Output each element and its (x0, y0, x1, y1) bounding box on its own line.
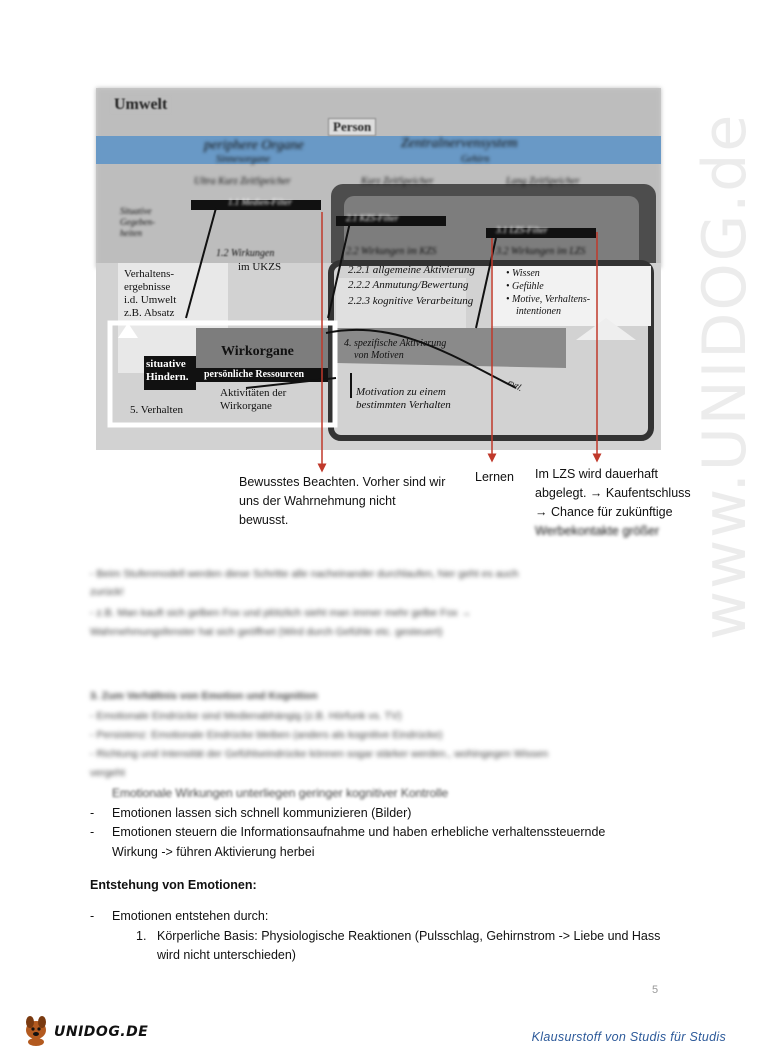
footer-tagline: Klausurstoff von Studis für Studis (531, 1030, 726, 1044)
logo-text: UNIDOG.DE (54, 1024, 149, 1040)
sinnesorgane-label: Sinnesorgane (216, 154, 271, 165)
list-number-1: 1. (136, 929, 147, 943)
situative-hindern-line-1: situative (146, 358, 186, 370)
wirkorgane-label: Wirkorgane (221, 344, 294, 359)
situative-hindern-line-2: Hindern. (146, 371, 189, 383)
blurred-item-4: Emotionale Wirkungen unterliegen geringer kognitiver Kontrolle (112, 786, 449, 800)
section-heading: Entstehung von Emotionen: (90, 878, 257, 892)
annotation-arrows (0, 0, 750, 480)
spezifische-2: von Motiven (354, 350, 404, 361)
wirkungen-ukzs-2: im UKZS (238, 261, 282, 273)
blurred-item-2: - Persistenz: Emotionale Eindrücke bleiben (anders als kognitive Eindrücke) (90, 729, 443, 741)
wirkungen-lzs: 3.2 Wirkungen im LZS (496, 246, 586, 257)
annotation-beachten-line-2: uns der Wahrnehmung nicht (239, 494, 396, 508)
wissen-4: intentionen (516, 306, 561, 317)
zentral-label: Zentralnervensystem (401, 136, 518, 151)
motivation-2: bestimmten Verhalten (356, 399, 451, 411)
filter2-label: 2.1 KZS-Filter (346, 213, 399, 223)
aktivitaeten-2: Wirkorgane (220, 400, 272, 412)
body-item-4b: wird nicht unterschieden) (157, 948, 296, 962)
annotation-lzs-line-2: abgelegt. → Kaufentschluss (535, 486, 691, 500)
blurred-heading: 3. Zum Verhältnis von Emotion und Kognition (90, 690, 318, 702)
situative-label: Situative Gegeben-heiten (120, 206, 155, 238)
evtl-label: evtl. (506, 376, 525, 394)
verhaltens-line-4: z.B. Absatz (124, 307, 175, 319)
aktivitaeten-1: Aktivitäten der (220, 387, 287, 399)
aktivierung-1: 2.2.1 allgemeine Aktivierung (348, 264, 475, 276)
uks-label: Ultra Kurz ZeitSpeicher (194, 176, 291, 187)
motivation-1: Motivation zu einem (356, 386, 446, 398)
wissen-1: • Wissen (506, 268, 540, 279)
spezifische-1: 4. spezifische Aktivierung (344, 338, 447, 349)
bullet-dash-2: - (90, 825, 95, 839)
blurred-item-3: - Richtung und Intensität der Gefühlseindrücke können sogar stärker werden., wohingegen Wissen (90, 748, 549, 760)
gehirn-label: Gehirn (461, 154, 490, 165)
ressourcen-label: persönliche Ressourcen (204, 369, 305, 380)
person-label: Person (328, 118, 376, 136)
body-item-1: Emotionen lassen sich schnell kommunizieren (Bilder) (112, 806, 412, 820)
aktivierung-2: 2.2.2 Anmutung/Bewertung (348, 279, 469, 291)
umwelt-label: Umwelt (110, 96, 171, 114)
verhaltens-line-3: i.d. Umwelt (124, 294, 177, 306)
verhalten-label: 5. Verhalten (130, 404, 183, 416)
bullet-dash-1: - (90, 806, 95, 820)
body-item-2b: Wirkung -> führen Aktivierung herbei (112, 845, 315, 859)
body-item-2a: Emotionen steuern die Informationsaufnahme und haben erhebliche verhaltenssteuernde (112, 825, 606, 839)
blurred-item-1: - Emotionale Eindrücke sind Medienabhängig (z.B. Hörfunk vs. TV) (90, 710, 402, 722)
wissen-3: • Motive, Verhaltens- (506, 294, 591, 305)
verhaltens-line-2: ergebnisse (124, 281, 171, 293)
verhaltens-line-1: Verhaltens- (124, 268, 175, 280)
aktivierung-3: 2.2.3 kognitive Verarbeitung (348, 295, 474, 307)
kzs-label: Kurz ZeitSpeicher (361, 176, 434, 187)
lzs-label: Lang ZeitSpeicher (506, 176, 580, 187)
wirkungen-ukzs-1: 1.2 Wirkungen (216, 248, 275, 259)
page-number: 5 (652, 984, 659, 996)
blurred-line-2b: Wahrnehmungsfenster hat sich geöffnet (Wird durch Gefühle etc. gesteuert) (90, 626, 443, 638)
blurred-line-2: - z.B. Man kauft sich gelben Fox und plötzlich sieht man immer mehr gelbe Fox → (90, 607, 472, 619)
annotation-lzs (535, 465, 691, 541)
blurred-line-1b: zurück! (90, 586, 124, 598)
annotation-lzs-line-3: → Chance für zukünftige (535, 505, 673, 519)
body-item-4a: Körperliche Basis: Physiologische Reaktionen (Pulsschlag, Gehirnstrom -> Liebe und Hass (157, 929, 661, 943)
annotation-lernen: Lernen (475, 470, 514, 484)
periphere-label: periphere Organe (204, 138, 304, 153)
body-item-3: Emotionen entstehen durch: (112, 909, 269, 923)
filter1-label: 1.1 Medien-Filter (228, 197, 292, 207)
annotation-lzs-line-1: Im LZS wird dauerhaft (535, 467, 658, 481)
blurred-line-1: - Beim Stufenmodell werden diese Schritte alle nacheinander durchlaufen, hier geht es auch (90, 568, 519, 580)
filter3-label: 3.1 LZS-Filter (496, 225, 548, 235)
annotation-beachten-line-1: Bewusstes Beachten. Vorher sind wir (239, 475, 446, 489)
bullet-dash-3: - (90, 909, 95, 923)
watermark: www.UNIDOG.de (690, 112, 760, 640)
unidog-logo (22, 1012, 152, 1048)
annotation-beachten-line-3: bewusst. (239, 513, 289, 527)
wissen-2: • Gefühle (506, 281, 544, 292)
wirkungen-kzs: 2.2 Wirkungen im KZS (346, 246, 437, 257)
annotation-beachten (239, 473, 445, 530)
annotation-lzs-line-4: Werbekontakte größer (535, 524, 660, 538)
blurred-item-3b: vergeht (90, 767, 126, 779)
